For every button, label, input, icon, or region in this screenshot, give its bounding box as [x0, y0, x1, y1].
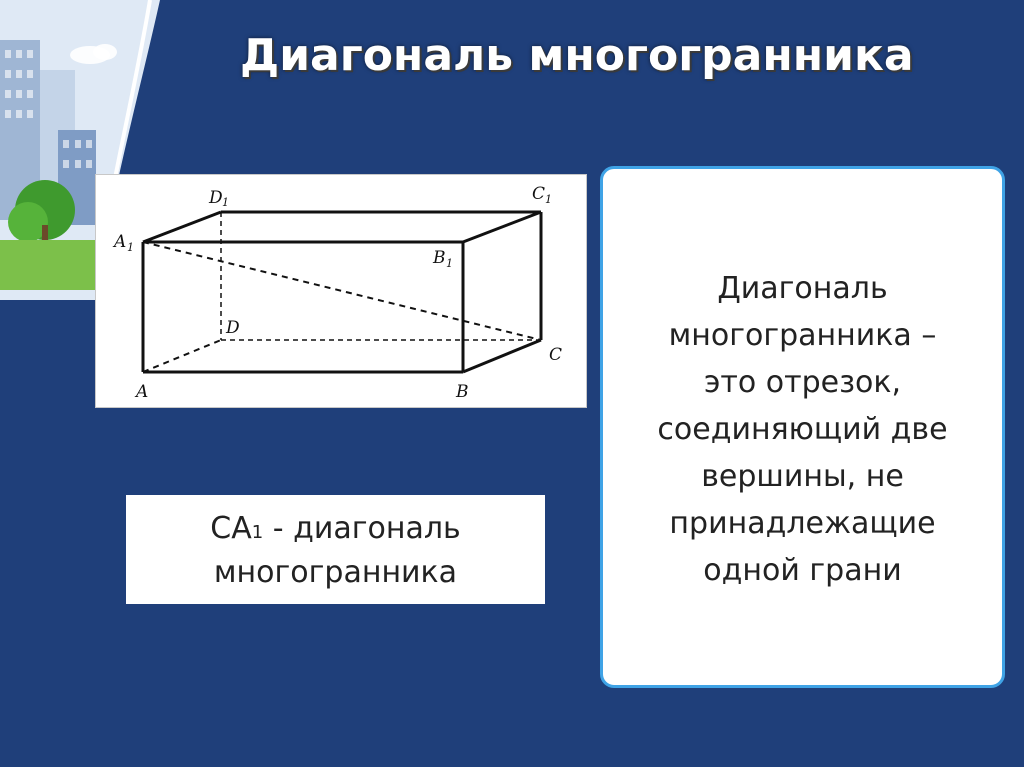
parallelepiped-diagram [96, 175, 588, 409]
definition-text [603, 265, 1002, 594]
label-c1: C [532, 184, 546, 204]
parallelepiped-figure [95, 174, 587, 408]
hidden-edge-a-d [143, 340, 221, 372]
label-a1-index: 1 [127, 241, 134, 254]
label-d1-index: 1 [222, 196, 229, 209]
label-a: A [136, 382, 149, 402]
label-b: B [456, 382, 469, 402]
edge-b-c [463, 340, 541, 372]
diagonal-ca1 [143, 242, 541, 340]
edge-b1-c1 [463, 212, 541, 242]
definition-line-1: Диагональ [717, 271, 888, 306]
label-d1: D [209, 188, 223, 208]
definition-line-2: многогранника – [668, 318, 937, 353]
label-c1-index: 1 [545, 193, 552, 206]
caption-line-1 [136, 509, 535, 553]
caption-subscript: 1 [251, 522, 264, 543]
definition-line-7: одной грани [703, 553, 902, 588]
label-b1-index: 1 [446, 257, 453, 270]
label-c: C [549, 345, 563, 365]
definition-line-6: принадлежащие [669, 506, 936, 541]
label-b1: B [433, 248, 446, 268]
caption-rest: - диагональ [263, 511, 461, 546]
definition-line-3: это отрезок, [703, 365, 902, 400]
slide-title: Диагональ многогранника [240, 30, 914, 81]
label-a1: A [114, 232, 127, 252]
diagonal-caption [126, 495, 545, 604]
definition-line-4: соединяющий две [657, 412, 948, 447]
definition-box [600, 166, 1005, 688]
definition-line-5: вершины, не [701, 459, 904, 494]
caption-line-2: многогранника [213, 555, 458, 590]
edge-a1-d1 [143, 212, 221, 242]
caption-ca: CA [210, 511, 252, 546]
label-d: D [226, 318, 240, 338]
